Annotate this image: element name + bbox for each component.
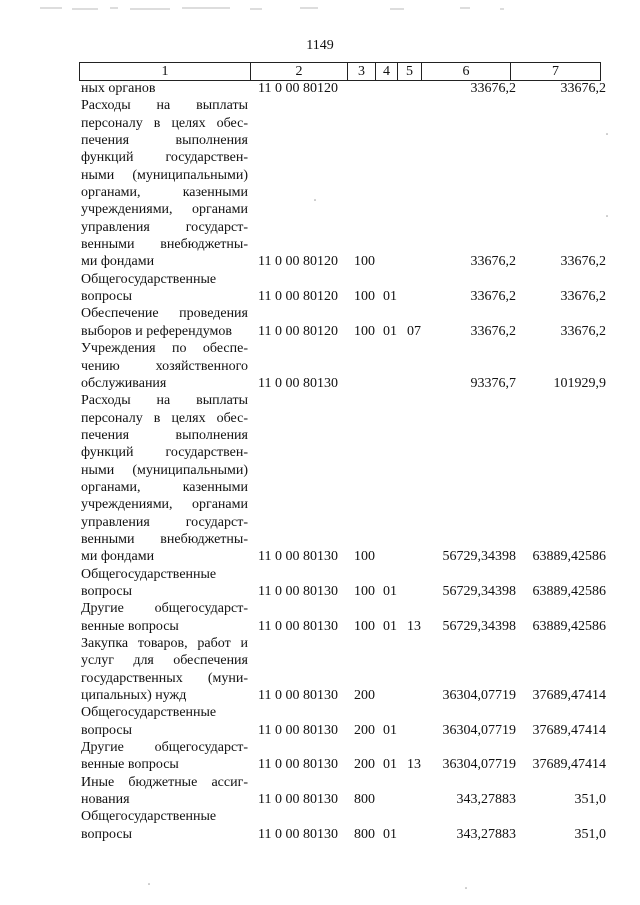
- amount-year-1: 36304,07719: [442, 757, 516, 773]
- expense-type-code: 200: [354, 722, 375, 738]
- amount-year-1: 56729,34398: [442, 549, 516, 565]
- column-header-6: 6: [422, 63, 511, 81]
- row-name-line: Другие общегосударст-: [81, 740, 248, 756]
- row-name-line: венные вопросы: [81, 757, 179, 773]
- row-name: [81, 305, 248, 340]
- row-name-line: ных органов: [81, 81, 156, 96]
- expense-type-code: 100: [354, 254, 375, 270]
- amount-year-2: 101929,9: [553, 375, 606, 391]
- amount-year-1: 36304,07719: [442, 688, 516, 704]
- row-name: [81, 271, 248, 306]
- table-row: [81, 566, 621, 601]
- table-row: [81, 739, 621, 774]
- section-code: 01: [383, 826, 397, 842]
- row-name-line: управления государст-: [81, 514, 248, 530]
- row-name-line: Общегосударственные: [81, 809, 217, 825]
- amount-year-1: 93376,7: [470, 375, 516, 391]
- row-name-line: венные вопросы: [81, 618, 179, 634]
- target-article-code: 11 0 00 80130: [258, 375, 338, 391]
- row-name-line: функций государствен-: [81, 150, 248, 166]
- amount-year-1: 56729,34398: [442, 583, 516, 599]
- amount-year-2: 37689,47414: [532, 688, 606, 704]
- expense-type-code: 200: [354, 757, 375, 773]
- target-article-code: 11 0 00 80130: [258, 792, 338, 808]
- amount-year-1: 343,27883: [456, 826, 516, 842]
- row-name-line: вопросы: [81, 826, 132, 842]
- row-name-line: ными (муниципальными): [81, 462, 248, 478]
- row-name: [81, 340, 248, 392]
- section-code: 01: [383, 618, 397, 634]
- target-article-code: 11 0 00 80120: [258, 81, 338, 96]
- expense-type-code: 100: [354, 618, 375, 634]
- row-name: [81, 97, 248, 270]
- column-header-1: 1: [80, 63, 251, 81]
- row-name-line: учреждениями, органами: [81, 497, 248, 513]
- target-article-code: 11 0 00 80130: [258, 618, 338, 634]
- row-name-line: Обеспечение проведения: [81, 306, 248, 322]
- amount-year-1: 36304,07719: [442, 722, 516, 738]
- row-name-line: чению хозяйственного: [81, 358, 248, 374]
- subsection-code: 13: [407, 618, 421, 634]
- row-name: [81, 635, 248, 704]
- row-name-line: учреждениями, органами: [81, 202, 248, 218]
- amount-year-2: 33676,2: [560, 81, 606, 96]
- target-article-code: 11 0 00 80130: [258, 826, 338, 842]
- row-name-line: государственных (муни-: [81, 670, 248, 686]
- amount-year-1: 33676,2: [470, 289, 516, 305]
- row-name-line: Иные бюджетные ассиг-: [81, 774, 248, 790]
- column-header-4: 4: [376, 63, 398, 81]
- row-name-line: ципальных) нужд: [81, 688, 187, 704]
- row-name-line: вопросы: [81, 289, 132, 305]
- row-name: [81, 704, 248, 739]
- target-article-code: 11 0 00 80130: [258, 688, 338, 704]
- expense-type-code: 100: [354, 289, 375, 305]
- expense-type-code: 800: [354, 792, 375, 808]
- row-name-line: услуг для обеспечения: [81, 653, 248, 669]
- amount-year-2: 33676,2: [560, 323, 606, 339]
- target-article-code: 11 0 00 80120: [258, 323, 338, 339]
- amount-year-2: 63889,42586: [532, 549, 606, 565]
- expense-type-code: 100: [354, 549, 375, 565]
- row-name-line: обслуживания: [81, 375, 167, 391]
- amount-year-2: 351,0: [574, 826, 606, 842]
- column-header-5: 5: [398, 63, 422, 81]
- column-header-row: [79, 62, 601, 81]
- row-name-line: Учреждения по обеспе-: [81, 341, 248, 357]
- row-name: [81, 392, 248, 565]
- expense-type-code: 100: [354, 583, 375, 599]
- row-name-line: Расходы на выплаты: [81, 393, 248, 409]
- row-name: [81, 600, 248, 635]
- row-name-line: Закупка товаров, работ и: [81, 636, 248, 651]
- row-name-line: персоналу в целях обес-: [81, 410, 248, 426]
- table-row: [81, 392, 621, 565]
- row-name-line: органами, казенными: [81, 185, 248, 201]
- subsection-code: 13: [407, 757, 421, 773]
- section-code: 01: [383, 722, 397, 738]
- row-name-line: органами, казенными: [81, 479, 248, 495]
- column-header-2: 2: [251, 63, 348, 81]
- section-code: 01: [383, 289, 397, 305]
- row-name-line: нования: [81, 792, 130, 808]
- row-name-line: персоналу в целях обес-: [81, 115, 248, 131]
- row-name-line: печения выполнения: [81, 427, 248, 443]
- row-name-line: печения выполнения: [81, 133, 248, 149]
- amount-year-2: 37689,47414: [532, 722, 606, 738]
- target-article-code: 11 0 00 80130: [258, 757, 338, 773]
- expense-type-code: 800: [354, 826, 375, 842]
- amount-year-1: 33676,2: [470, 323, 516, 339]
- table-row: [81, 600, 621, 635]
- page-number: 1149: [306, 38, 334, 53]
- column-header-3: 3: [348, 63, 376, 81]
- row-name: [81, 80, 248, 97]
- row-name-line: Общегосударственные: [81, 271, 217, 287]
- budget-table-body: [81, 80, 621, 843]
- amount-year-1: 33676,2: [470, 254, 516, 270]
- row-name-line: Расходы на выплаты: [81, 98, 248, 114]
- amount-year-2: 33676,2: [560, 254, 606, 270]
- amount-year-1: 33676,2: [470, 81, 516, 96]
- expense-type-code: 200: [354, 688, 375, 704]
- row-name-line: выборов и референдумов: [81, 323, 233, 339]
- target-article-code: 11 0 00 80120: [258, 289, 338, 305]
- section-code: 01: [383, 757, 397, 773]
- row-name: [81, 739, 248, 774]
- amount-year-1: 56729,34398: [442, 618, 516, 634]
- table-row: [81, 80, 621, 97]
- row-name-line: вопросы: [81, 583, 132, 599]
- table-row: [81, 808, 621, 843]
- row-name: [81, 774, 248, 809]
- column-header-7: 7: [511, 63, 601, 81]
- row-name-line: Общегосударственные: [81, 566, 217, 582]
- row-name-line: Общегосударственные: [81, 705, 217, 721]
- table-row: [81, 340, 621, 392]
- target-article-code: 11 0 00 80130: [258, 722, 338, 738]
- amount-year-2: 63889,42586: [532, 583, 606, 599]
- section-code: 01: [383, 323, 397, 339]
- row-name-line: Другие общегосударст-: [81, 601, 248, 617]
- row-name-line: венными внебюджетны-: [81, 237, 248, 253]
- amount-year-2: 63889,42586: [532, 618, 606, 634]
- subsection-code: 07: [407, 323, 421, 339]
- row-name-line: ными (муниципальными): [81, 167, 248, 183]
- table-row: [81, 774, 621, 809]
- table-row: [81, 271, 621, 306]
- row-name-line: ми фондами: [81, 254, 155, 270]
- row-name-line: функций государствен-: [81, 445, 248, 461]
- section-code: 01: [383, 583, 397, 599]
- row-name-line: вопросы: [81, 722, 132, 738]
- target-article-code: 11 0 00 80130: [258, 549, 338, 565]
- row-name-line: венными внебюджетны-: [81, 531, 248, 547]
- amount-year-1: 343,27883: [456, 792, 516, 808]
- target-article-code: 11 0 00 80130: [258, 583, 338, 599]
- table-row: [81, 305, 621, 340]
- amount-year-2: 37689,47414: [532, 757, 606, 773]
- row-name: [81, 566, 248, 601]
- amount-year-2: 351,0: [574, 792, 606, 808]
- table-row: [81, 635, 621, 704]
- expense-type-code: 100: [354, 323, 375, 339]
- amount-year-2: 33676,2: [560, 289, 606, 305]
- table-row: [81, 97, 621, 270]
- table-row: [81, 704, 621, 739]
- row-name-line: ми фондами: [81, 549, 155, 565]
- row-name: [81, 808, 248, 843]
- row-name-line: управления государст-: [81, 219, 248, 235]
- target-article-code: 11 0 00 80120: [258, 254, 338, 270]
